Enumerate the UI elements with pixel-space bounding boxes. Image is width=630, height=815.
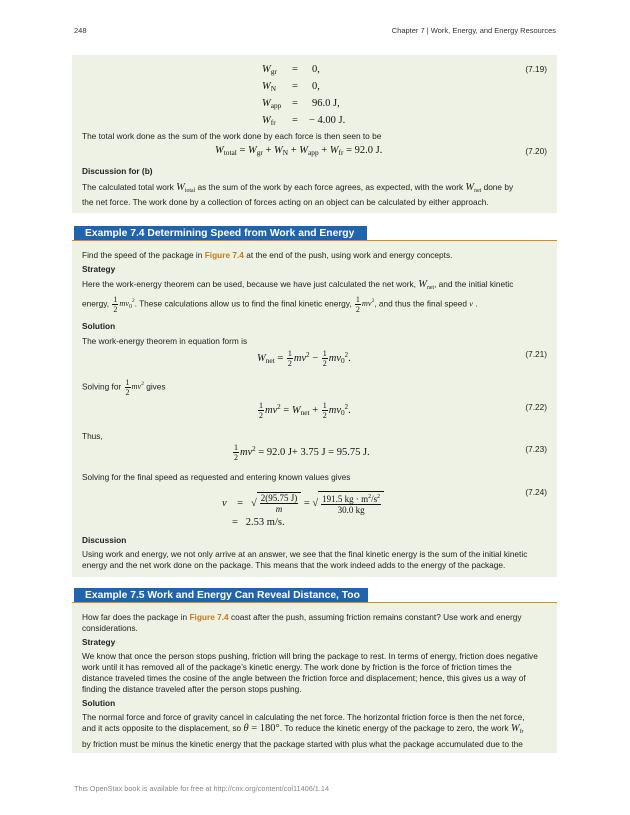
discussion-b-line-1: The calculated total work $W_{total}$ as the sum of the work by each force agrees, as expected, with the work $W_{net}$ done by [82,182,514,194]
eq-719-row-2-rhs: 0, [312,81,320,92]
discussion-heading: Discussion [82,535,127,545]
footer-text: This OpenStax book is available for free at http://cnx.org/content/col11406/1.14 [74,784,330,793]
discussion-line-2: energy and the net work done on the package. This means that the work indeed adds to the energy of the package. [82,560,506,570]
solving-for-text: Solving for $\frac{1}{2}$ $mv^2$ gives [82,378,166,397]
solution2-line-2: and it acts opposite to the displacement, so θ = 180°. To reduce the kinetic energy of the package to zero, the work $W_{fr}$ [82,723,524,735]
total-work-text: The total work done as the sum of the work done by each force is then seen to be [82,131,382,141]
example-7-5-intro-2: considerations. [82,623,138,633]
strategy2-line-2: work until it has removed all of the package’s kinetic energy. The work done by friction is the force of friction times the [82,662,512,672]
figure-7-4-link-2[interactable]: Figure 7.4 [189,612,229,622]
eq-719-row-4: $W_{fr}$ [262,115,276,127]
eq-723: $\frac{1}{2}$ $mv^2 = 92.0$ J+ 3.75 J = 95.75 J. [234,443,370,462]
strategy-heading: Strategy [82,264,116,274]
eq-723-number: (7.23) [525,444,547,454]
strategy-line-1: Here the work-energy theorem can be used, because we have just calculated the net work, $W_{net}$, and the initial kinetic [82,279,514,291]
page-number: 248 [74,26,87,35]
discussion-line-1: Using work and energy, we not only arrive at an answer, we see that the final kinetic energy is the sum of the initial kinetic [82,549,528,559]
eq-722-number: (7.22) [525,402,547,412]
eq-719-row-1: $W_{gr}$ [262,64,277,76]
example-7-4-box [72,241,557,577]
discussion-b-line-2: the net force. The work done by a collection of forces acting on an object can be calculated by either approach. [82,197,489,207]
example-7-5-intro-1: How far does the package in Figure 7.4 coast after the push, assuming friction remains constant? Use work and energy [82,612,522,622]
strategy-heading-2: Strategy [82,637,116,647]
eq-724-line-1: v = √ $\frac{2(95.75 J)}{m}$ = √ $\frac{191.5 kg \cdot m^2/s^2}{30.0 kg}$ [222,491,384,515]
solution-heading-2: Solution [82,698,116,708]
eq-719-number: (7.19) [525,64,547,74]
solution-line-1: The work-energy theorem in equation form is [82,336,248,346]
eq-720: $W_{total} = W_{gr} + W_N + W_{app} + W_{fr} = 92.0$ J. [215,145,383,157]
discussion-b-heading: Discussion for (b) [82,166,153,176]
example-7-4-intro: Find the speed of the package in Figure 7.4 at the end of the push, using work and energy concepts. [82,250,453,260]
eq-719-row-3: $W_{app}$ [262,98,282,110]
figure-7-4-link[interactable]: Figure 7.4 [204,250,244,260]
eq-720-number: (7.20) [525,146,547,156]
eq-719-row-2: $W_N$ [262,81,277,93]
eq-724-number: (7.24) [525,487,547,497]
example-7-4-title: Example 7.4 Determining Speed from Work and Energy [74,226,367,241]
strategy2-line-1: We know that once the person stops pushing, friction will bring the package to rest. In terms of energy, friction does negative [82,651,538,661]
eq-719-row-3-rhs: 96.0 J, [312,98,340,109]
eq-722: $\frac{1}{2}$ $mv^2 = W_{net}$ + $\frac{1}{2}$ $mv_0^2$. [259,401,351,420]
strategy-line-2: energy, $\frac{1}{2}$ $mv_0^2$. These calculations allow us to find the final kinetic energy, $\frac{1}{2}$ $mv^2$, and thus the final speed v . [82,295,478,314]
chapter-title: Chapter 7 | Work, Energy, and Energy Resources [391,26,556,35]
strategy2-line-3: distance traveled times the cosine of the angle between the friction force and displacement; hence, this gives us a way of [82,673,526,683]
solution2-line-1: The normal force and force of gravity cancel in calculating the net force. The horizontal friction force is then the net force, [82,712,525,722]
eq-719-row-1-rhs: 0, [312,64,320,75]
example-7-5-box [72,603,557,753]
thus-text: Thus, [82,431,103,441]
eq-721: $W_{net}$ = $\frac{1}{2}$ $mv^2$ − $\frac{1}{2}$ $mv_0^2$. [257,349,351,368]
solution2-line-3: by friction must be minus the kinetic energy that the package started with plus what the package accumulated due to the [82,739,523,749]
solution-heading: Solution [82,321,116,331]
eq-719-row-4-rhs: − 4.00 J. [309,115,346,126]
example-7-5-title: Example 7.5 Work and Energy Can Reveal Distance, Too [74,588,368,603]
continued-example-box: $W_{gr}$ = 0, $W_N$ = 0, $W_{app}$ = 96.0 J, $W_{fr}$ = − 4.00 J. (7.19) The total work done as the sum of the work done by each force is then seen to be $W_{total} = W_{gr} + W_N + W_{app} + W_{fr} = 92.0$ J. (7.20) Discussion for (b) The calculated total work $W_{total}$ as the sum of the work by each force agrees, as expected, with the work $W_{net}$ done by the net force. The work done by a collection of forces acting on an object can be calculated by either approach. [72,55,557,213]
strategy2-line-4: finding the distance traveled after the person stops pushing. [82,684,302,694]
eq-724-line-2: = 2.53 m/s. [232,517,285,528]
final-speed-text: Solving for the final speed as requested and entering known values gives [82,472,351,482]
eq-721-number: (7.21) [525,349,547,359]
